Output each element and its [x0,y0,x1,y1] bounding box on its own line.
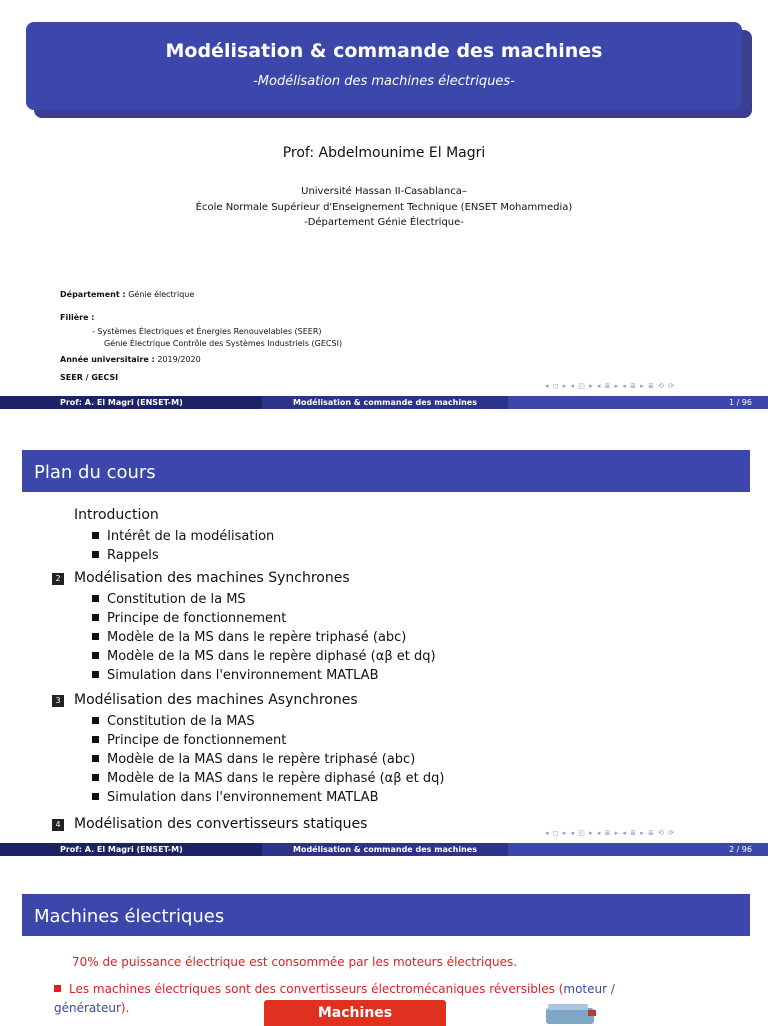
toc-section-3[interactable]: Modélisation des machines Asynchrones [74,692,358,708]
toc-item[interactable]: Rappels [92,548,159,563]
bullet-icon [92,736,99,743]
bullet-icon [54,985,61,992]
toc-section-4[interactable]: Modélisation des convertisseurs statiques [74,816,368,832]
footer-page: 1 / 96 [728,398,752,407]
slide2-title: Plan du cours [34,462,156,483]
bullet-icon [92,717,99,724]
presentation-subtitle: -Modélisation des machines électriques- [253,74,515,89]
toc-section-1[interactable]: Introduction [74,507,159,523]
toc-item[interactable]: Simulation dans l'environnement MATLAB [92,668,378,683]
presentation-title: Modélisation & commande des machines [165,40,603,62]
bullet-icon [92,595,99,602]
toc-item[interactable]: Constitution de la MAS [92,714,255,729]
affiliation-line2: École Normale Supérieur d'Enseignement Technique (ENSET Mohammedia) [195,202,573,213]
bullet-icon [92,614,99,621]
department-line [60,290,194,299]
motor-image-icon [540,1002,604,1024]
annee-value: 2019/2020 [157,355,201,364]
bullet-icon [92,671,99,678]
toc-item[interactable]: Modèle de la MS dans le repère triphasé (abc) [92,630,406,645]
toc-item[interactable]: Principe de fonctionnement [92,733,286,748]
bullet-icon [92,532,99,539]
bullet-icon [92,793,99,800]
affiliation-line3: -Département Génie Électrique- [304,217,464,228]
affiliation-line1: Université Hassan II-Casablanca– [301,186,467,197]
bullet-icon [92,633,99,640]
program-label: SEER / GECSI [60,373,119,382]
section-number-4: 4 [52,819,64,831]
slide1-footer [0,396,768,409]
footer-course: Modélisation & commande des machines [293,845,477,854]
toc-item[interactable]: Constitution de la MS [92,592,246,607]
slide2-footer [0,843,768,856]
footer-author: Prof: A. El Magri (ENSET-M) [60,398,183,407]
title-block [26,22,742,110]
filiere-label: Filière : [60,313,95,322]
section-number-2: 2 [52,573,64,585]
toc-item[interactable]: Principe de fonctionnement [92,611,286,626]
slide3-title: Machines électriques [34,906,225,927]
toc-item[interactable]: Modèle de la MAS dans le repère triphasé (abc) [92,752,415,767]
toc-item[interactable]: Simulation dans l'environnement MATLAB [92,790,378,805]
annee-label: Année universitaire : [60,355,155,364]
author: Prof: Abdelmounime El Magri [282,145,486,161]
bullet-machines: Les machines électriques sont des convertisseurs électromécaniques réversibles (moteur / générateur). [54,982,615,1015]
department-label: Département : [60,290,126,299]
section-number-3: 3 [52,695,64,707]
footer-page: 2 / 96 [728,845,752,854]
slide2-header [22,450,750,492]
toc-item[interactable]: Modèle de la MS dans le repère diphasé (αβ et dq) [92,649,436,664]
filiere-item-2: Génie Électrique Contrôle des Systèmes Industriels (GECSI) [104,339,343,348]
bullet-icon [92,774,99,781]
machines-label: Machines [264,1000,446,1026]
stat-text: 70% de puissance électrique est consommée par les moteurs électriques. [72,955,518,969]
toc-item[interactable]: Modèle de la MAS dans le repère diphasé (αβ et dq) [92,771,444,786]
beamer-nav-icons[interactable]: ◂ ◻ ▸ ◂ ◰ ▸ ◂ ≣ ▸ ◂ ≣ ▸ ≣ ⟲ ⟳ [545,829,676,837]
toc-section-2[interactable]: Modélisation des machines Synchrones [74,570,350,586]
annee-line [60,355,201,364]
beamer-nav-icons[interactable]: ◂ ◻ ▸ ◂ ◰ ▸ ◂ ≣ ▸ ◂ ≣ ▸ ≣ ⟲ ⟳ [545,382,676,390]
bullet-icon [92,652,99,659]
bullet-icon [92,551,99,558]
footer-author: Prof: A. El Magri (ENSET-M) [60,845,183,854]
bullet-icon [92,755,99,762]
department-value: Génie électrique [128,290,195,299]
filiere-item-1: - Systèmes Électriques et Énergies Renouvelables (SEER) [92,327,322,336]
slide3-header [22,894,750,936]
toc-item[interactable]: Intérêt de la modélisation [92,529,274,544]
footer-course: Modélisation & commande des machines [293,398,477,407]
